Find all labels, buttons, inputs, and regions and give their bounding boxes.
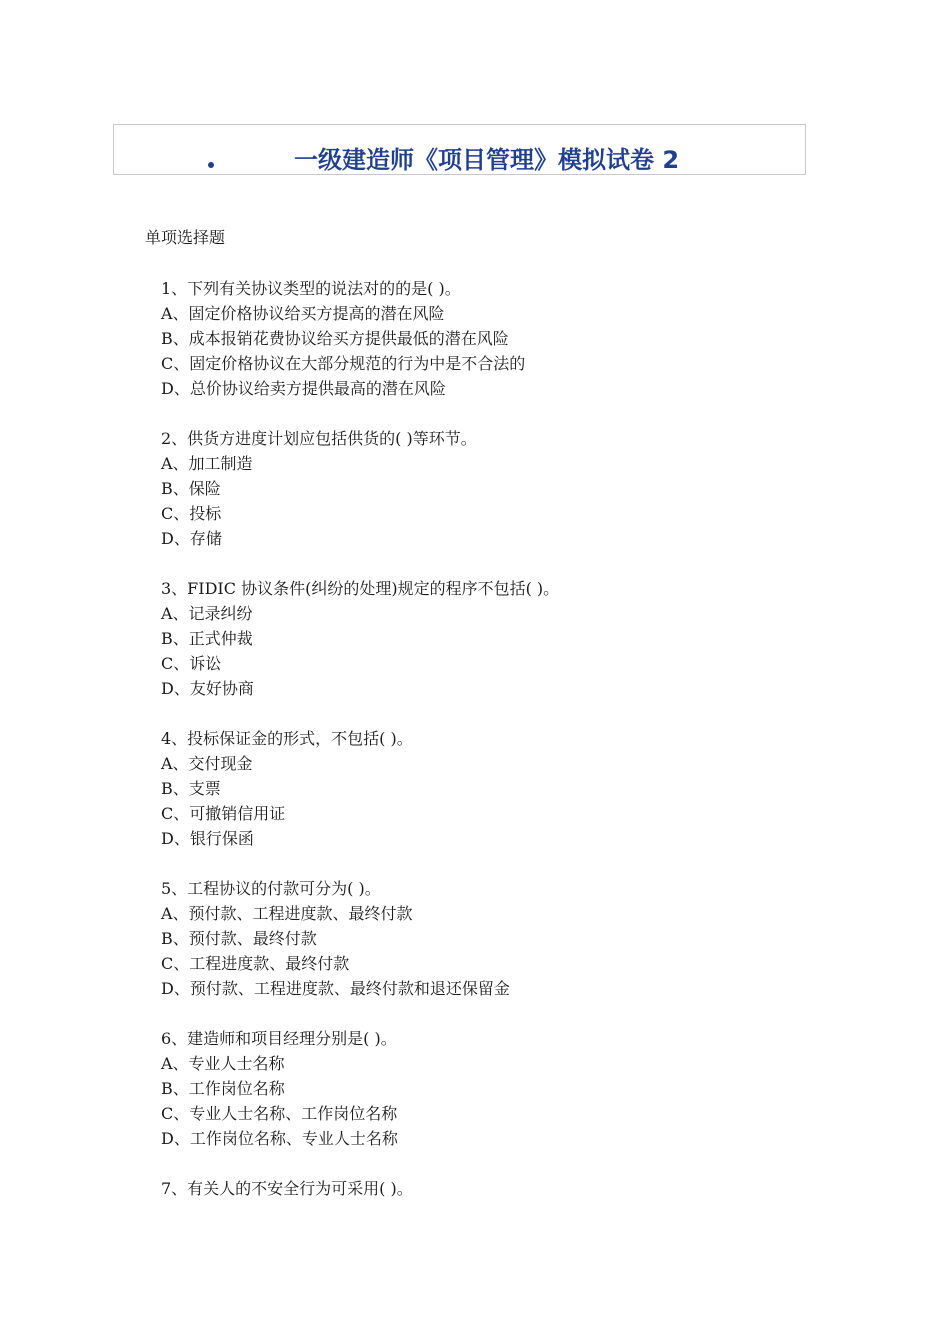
question-item xyxy=(161,576,861,701)
question-stem: 7、有关人的不安全行为可采用( )。 xyxy=(161,1179,413,1198)
question-list xyxy=(161,276,861,1226)
answer-option: C、工程进度款、最终付款 xyxy=(161,954,350,973)
answer-option: C、固定价格协议在大部分规范的行为中是不合法的 xyxy=(161,354,526,373)
answer-option: D、银行保函 xyxy=(161,829,254,848)
question-stem: 2、供货方进度计划应包括供货的( )等环节。 xyxy=(161,429,477,448)
question-stem: 1、下列有关协议类型的说法对的的是( )。 xyxy=(161,279,461,298)
answer-option: B、保险 xyxy=(161,479,221,498)
answer-option: D、工作岗位名称、专业人士名称 xyxy=(161,1129,398,1148)
question-stem: 5、工程协议的付款可分为( )。 xyxy=(161,879,381,898)
answer-option: B、预付款、最终付款 xyxy=(161,929,317,948)
answer-option: C、专业人士名称、工作岗位名称 xyxy=(161,1104,398,1123)
question-item xyxy=(161,1026,861,1151)
question-item xyxy=(161,426,861,551)
question-item xyxy=(161,726,861,851)
answer-option: D、总价协议给卖方提供最高的潜在风险 xyxy=(161,379,446,398)
answer-option: B、工作岗位名称 xyxy=(161,1079,285,1098)
answer-option: C、可撤销信用证 xyxy=(161,804,286,823)
document-title: 一级建造师《项目管理》模拟试卷 2 xyxy=(294,146,680,174)
question-stem: 6、建造师和项目经理分别是( )。 xyxy=(161,1029,397,1048)
question-item xyxy=(161,276,861,401)
answer-option: C、诉讼 xyxy=(161,654,222,673)
answer-option: B、正式仲裁 xyxy=(161,629,253,648)
answer-option: D、友好协商 xyxy=(161,679,254,698)
answer-option: C、投标 xyxy=(161,504,222,523)
answer-option: B、支票 xyxy=(161,779,221,798)
answer-option: A、预付款、工程进度款、最终付款 xyxy=(161,904,413,923)
answer-option: A、加工制造 xyxy=(161,454,253,473)
answer-option: D、存储 xyxy=(161,529,222,548)
answer-option: A、交付现金 xyxy=(161,754,253,773)
bullet-icon xyxy=(208,162,214,168)
answer-option: A、专业人士名称 xyxy=(161,1054,285,1073)
section-heading: 单项选择题 xyxy=(145,228,226,247)
answer-option: A、记录纠纷 xyxy=(161,604,253,623)
question-item xyxy=(161,1176,861,1201)
question-item xyxy=(161,876,861,1001)
answer-option: D、预付款、工程进度款、最终付款和退还保留金 xyxy=(161,979,510,998)
answer-option: B、成本报销花费协议给买方提供最低的潜在风险 xyxy=(161,329,509,348)
question-stem: 4、投标保证金的形式，不包括( )。 xyxy=(161,729,413,748)
question-stem: 3、FIDIC 协议条件(纠纷的处理)规定的程序不包括( )。 xyxy=(161,579,560,598)
answer-option: A、固定价格协议给买方提高的潜在风险 xyxy=(161,304,445,323)
